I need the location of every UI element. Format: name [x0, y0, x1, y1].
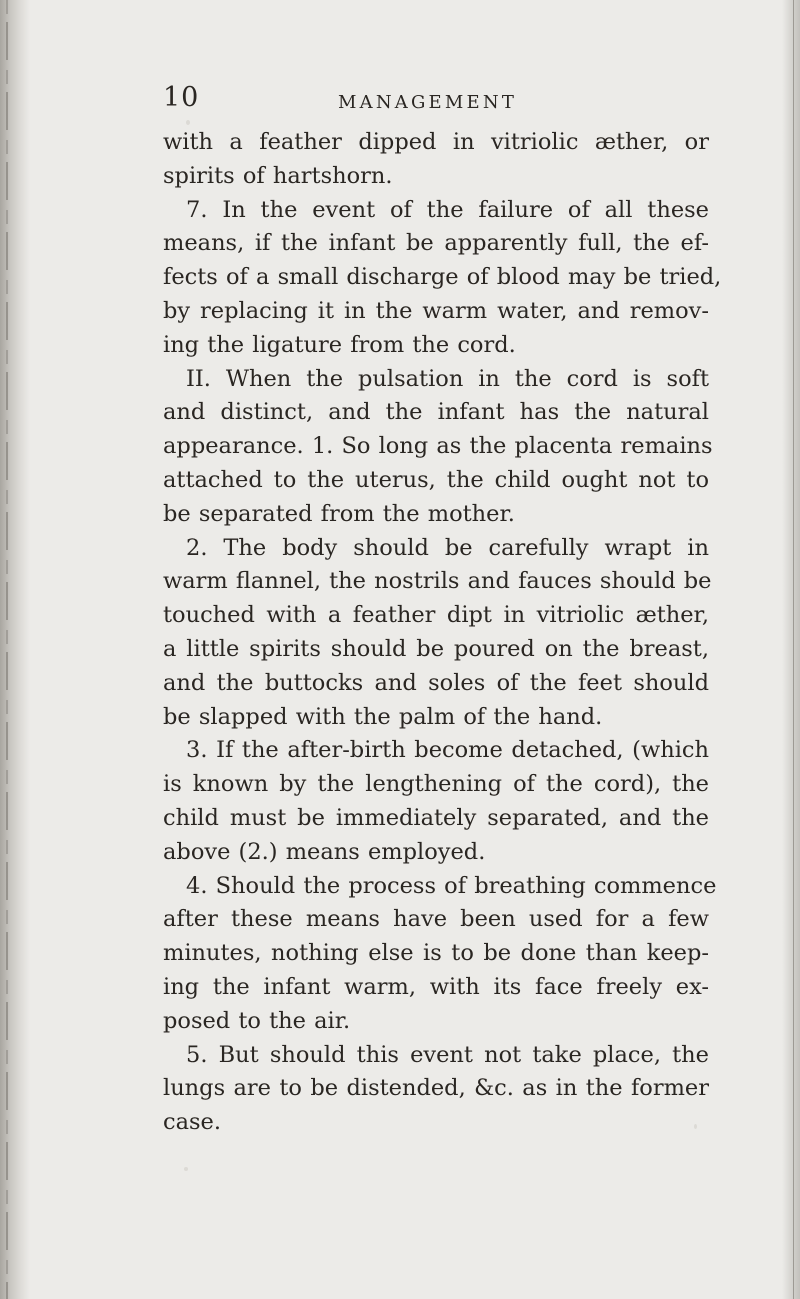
text-line: above (2.) means employed. — [163, 838, 486, 865]
text-line: by replacing it in the warm water, and remov- — [163, 297, 709, 324]
text-line: 2. The body should be carefully wrapt in — [186, 534, 709, 561]
text-line: posed to the air. — [163, 1007, 351, 1034]
text-line: 7. In the event of the failure of all these — [186, 196, 709, 223]
text-line: case. — [163, 1109, 222, 1136]
text-line: 3. If the after-birth become detached, (which — [186, 737, 709, 764]
text-line: touched with a feather dipt in vitriolic æther, — [163, 602, 709, 629]
text-line: after these means have been used for a few — [163, 906, 709, 933]
text-line: be slapped with the palm of the hand. — [163, 703, 603, 730]
text-line: with a feather dipped in vitriolic æther, or — [163, 129, 709, 155]
page-header — [0, 82, 800, 116]
ink-speck — [186, 120, 190, 125]
text-line: II. When the pulsation in the cord is soft — [186, 365, 709, 392]
text-line: ing the infant warm, with its face freely ex- — [163, 973, 709, 1000]
page-right-edge-shadow — [782, 0, 800, 1299]
text-line: is known by the lengthening of the cord), the — [163, 771, 709, 798]
text-line: spirits of hartshorn. — [163, 162, 393, 189]
text-line: attached to the uterus, the child ought not to — [163, 466, 709, 493]
text-line: and the buttocks and soles of the feet should — [163, 669, 709, 696]
text-line: lungs are to be distended, &c. as in the former — [163, 1075, 709, 1102]
text-line: a little spirits should be poured on the breast, — [163, 635, 709, 662]
text-line: minutes, nothing else is to be done than keep- — [163, 940, 709, 967]
text-line: and distinct, and the infant has the natural — [163, 399, 709, 426]
running-head: MANAGEMENT — [338, 92, 518, 113]
text-line: ing the ligature from the cord. — [163, 331, 516, 358]
text-line: child must be immediately separated, and the — [163, 804, 709, 831]
text-line: 5. But should this event not take place, the — [186, 1041, 709, 1068]
ink-speck — [184, 1167, 188, 1171]
text-line: 4. Should the process of breathing commence — [186, 872, 717, 899]
text-line: warm flannel, the nostrils and fauces should be — [163, 568, 712, 595]
text-line: appearance. 1. So long as the placenta remains — [163, 433, 713, 460]
text-line: means, if the infant be apparently full, the ef- — [163, 230, 709, 257]
text-line: be separated from the mother. — [163, 500, 515, 527]
text-line: fects of a small discharge of blood may be tried, — [163, 264, 722, 291]
body-text — [163, 126, 722, 1140]
page-number: 10 — [163, 82, 200, 113]
page-left-edge-shadow — [0, 0, 30, 1299]
